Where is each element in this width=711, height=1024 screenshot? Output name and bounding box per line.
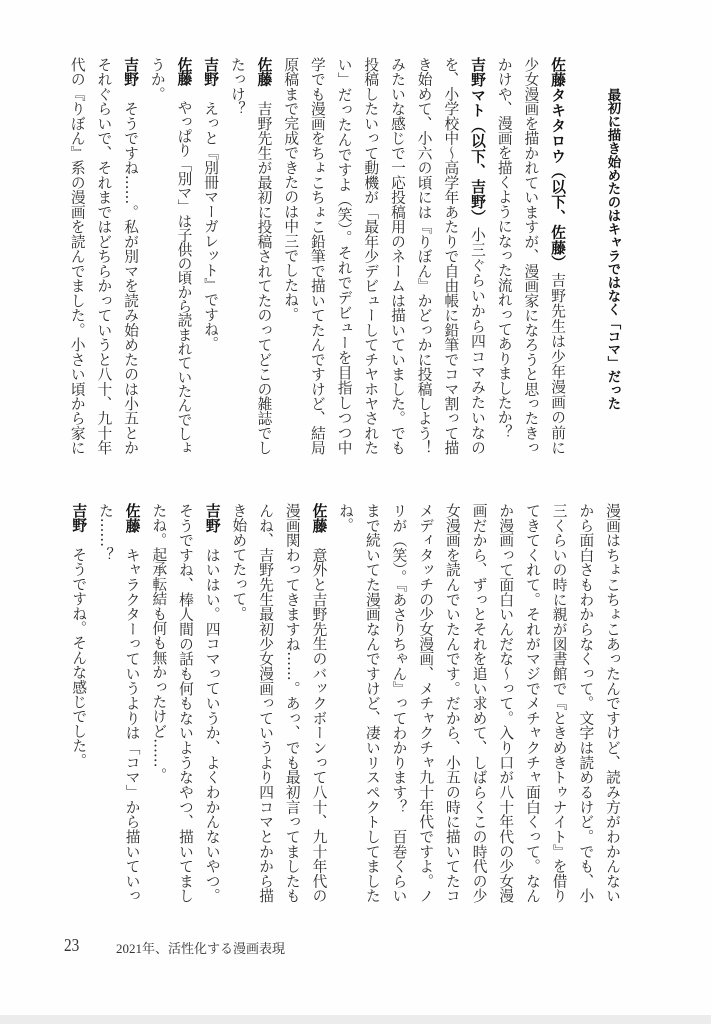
text-column — [171, 503, 198, 903]
column-text: そうですね……。私が別マを読み始めたのは小五とか — [122, 101, 140, 456]
speaker-label: 佐藤タキタロウ（以下、佐藤） — [549, 57, 567, 271]
speaker-label: 吉野 — [122, 57, 140, 87]
column-text: た……？ — [96, 503, 114, 562]
text-column — [543, 57, 570, 455]
section-heading — [605, 88, 620, 410]
upper-text-block — [63, 57, 570, 455]
column-text: たね。起承転結も何も無かったけど……。 — [150, 503, 168, 783]
text-column — [465, 503, 492, 903]
text-column — [492, 503, 519, 903]
text-column — [90, 57, 117, 455]
speaker-label: 佐藤 — [255, 57, 273, 87]
text-column — [330, 57, 357, 455]
column-text: まで続いてた漫画なんですけど、凄いリスペクトしてました — [363, 503, 381, 904]
column-text: そうですね。そんな感じでした。 — [70, 547, 88, 768]
text-column — [305, 503, 332, 903]
speaker-label: 吉野 — [70, 503, 88, 533]
text-column — [572, 503, 599, 903]
text-column — [223, 57, 250, 455]
column-text: そうですね、棒人間の話も何もないようなやつ、描いてまし — [177, 503, 195, 904]
column-text: 漫画はちょこちょこあったんですけど、読み方がわかんない — [604, 503, 622, 904]
speaker-label: 吉野 — [203, 503, 221, 533]
column-text: を、小学校中～高学年あたりで自由帳に鉛筆でコマ割って描 — [442, 57, 460, 456]
speaker-label: 吉野マト（以下、吉野） — [469, 57, 486, 225]
section-heading-text: 最初に描き始めたのはキャラではなく「コマ」だった — [605, 88, 620, 411]
text-column — [518, 503, 545, 903]
column-text: 代の『りぼん』系の漫画を読んでました。小さい頃から家に — [68, 57, 86, 456]
text-column — [517, 57, 544, 455]
page-number: 23 — [64, 935, 80, 955]
column-text: メディタッチの少女漫画、メチャクチャ九十年代ですよ。ノ — [417, 503, 435, 904]
lower-text-block — [65, 503, 625, 903]
column-text: えっと『別冊マーガレット』ですね。 — [202, 101, 220, 351]
text-column — [63, 57, 90, 455]
column-text: たっけ？ — [228, 57, 246, 116]
column-text: 画だから、ずっとそれを追い求めて、しばらくこの時代の少 — [470, 503, 488, 904]
column-text: き始めてたって。 — [230, 503, 248, 621]
column-text: 小三ぐらいから四コマみたいなの — [469, 226, 486, 456]
column-text: 三くらいの時に親が図書館で『ときめきトゥナイト』を借り — [550, 503, 568, 904]
speaker-label: 佐藤 — [175, 57, 193, 86]
column-text: それぐらいで、それまではどちらかっていうと八十、九十年 — [95, 57, 113, 456]
text-column — [437, 57, 464, 455]
text-column — [65, 503, 92, 903]
text-column — [196, 57, 223, 455]
running-title: 2021年、活性化する漫画表現 — [116, 941, 286, 956]
column-text: 漫画関わってきますね……。あっ、でも最初言ってましたも — [283, 503, 301, 904]
text-column — [145, 503, 172, 903]
text-column — [251, 503, 278, 903]
text-column — [383, 57, 410, 455]
column-text: 吉野先生が最初に投稿されてたのってどこの雑誌でし — [255, 101, 273, 456]
column-text: みたいな感じで一応投稿用のネームは描いていました。でも — [388, 57, 406, 456]
text-column — [250, 57, 277, 455]
column-text: 学でも漫画をちょこちょこ鉛筆で描いてたんですけど、結局 — [308, 57, 326, 456]
text-column — [143, 57, 170, 455]
text-column — [410, 57, 437, 455]
column-text: ね。 — [337, 503, 355, 533]
column-text: んね、吉野先生最初少女漫画っていうより四コマとかから描 — [257, 503, 275, 904]
page-edge — [0, 1015, 711, 1024]
text-column — [598, 503, 625, 903]
text-column — [438, 503, 465, 903]
column-text: 意外と吉野先生のバックボーンって八十、九十年代の — [310, 547, 328, 904]
text-column — [170, 57, 197, 455]
column-text: い」だったんですよ（笑）。それでデビューを目指しつつ中 — [335, 57, 353, 456]
column-text: 投稿したいって動機が「最年少デビューしてチヤホヤされた — [362, 57, 380, 456]
text-column — [545, 503, 572, 903]
text-column — [357, 57, 384, 455]
column-text: 少女漫画を描かれていますが、漫画家になろうと思ったきっ — [522, 57, 540, 456]
text-column — [118, 503, 145, 903]
speaker-label: 佐藤 — [123, 503, 141, 533]
column-text: てきてくれて。それがマジでメチャクチャ面白くって。なん — [523, 503, 541, 904]
text-column — [277, 57, 304, 455]
text-column — [116, 57, 143, 455]
column-text: うか。 — [148, 57, 166, 102]
speaker-label: 吉野 — [202, 57, 220, 87]
text-column — [91, 503, 118, 903]
column-text: はいはい。四コマっていうか、よくわかんないやつ。 — [203, 547, 221, 904]
column-text: キャラクターっていうよりは「コマ」から描いていっ — [123, 547, 141, 904]
speaker-label: 佐藤 — [310, 503, 328, 533]
text-column — [225, 503, 252, 903]
column-text: かけや、漫画を描くようになった流れってありましたか？ — [495, 57, 513, 440]
text-column — [358, 503, 385, 903]
column-text: から面白さもわからなくって。文字は読めるけど。でも、小 — [577, 503, 595, 904]
column-text: 吉野先生は少年漫画の前に — [549, 272, 567, 456]
text-column — [198, 503, 225, 903]
text-column — [412, 503, 439, 903]
text-column — [278, 503, 305, 903]
column-text: か漫画って面白いんだな～って。入り口が八十年代の少女漫 — [497, 503, 515, 904]
column-text: 女漫画を読んでいたんです。だから、小五の時に描いてたコ — [443, 503, 461, 904]
text-column — [490, 57, 517, 455]
text-column — [331, 503, 358, 903]
text-column — [463, 57, 490, 455]
column-text: リが（笑）。『あさりちゃん』ってわかります？ 百巻くらい — [390, 503, 408, 904]
column-text: 原稿まで完成できたのは中三でしたね。 — [282, 57, 300, 322]
column-text: き始めて、小六の頃には『りぼん』かどっかに投稿しよう！ — [415, 57, 433, 456]
text-column — [303, 57, 330, 455]
text-column — [385, 503, 412, 903]
column-text: やっぱり「別マ」は子供の頃から読まれていたんでしょ — [175, 100, 193, 455]
